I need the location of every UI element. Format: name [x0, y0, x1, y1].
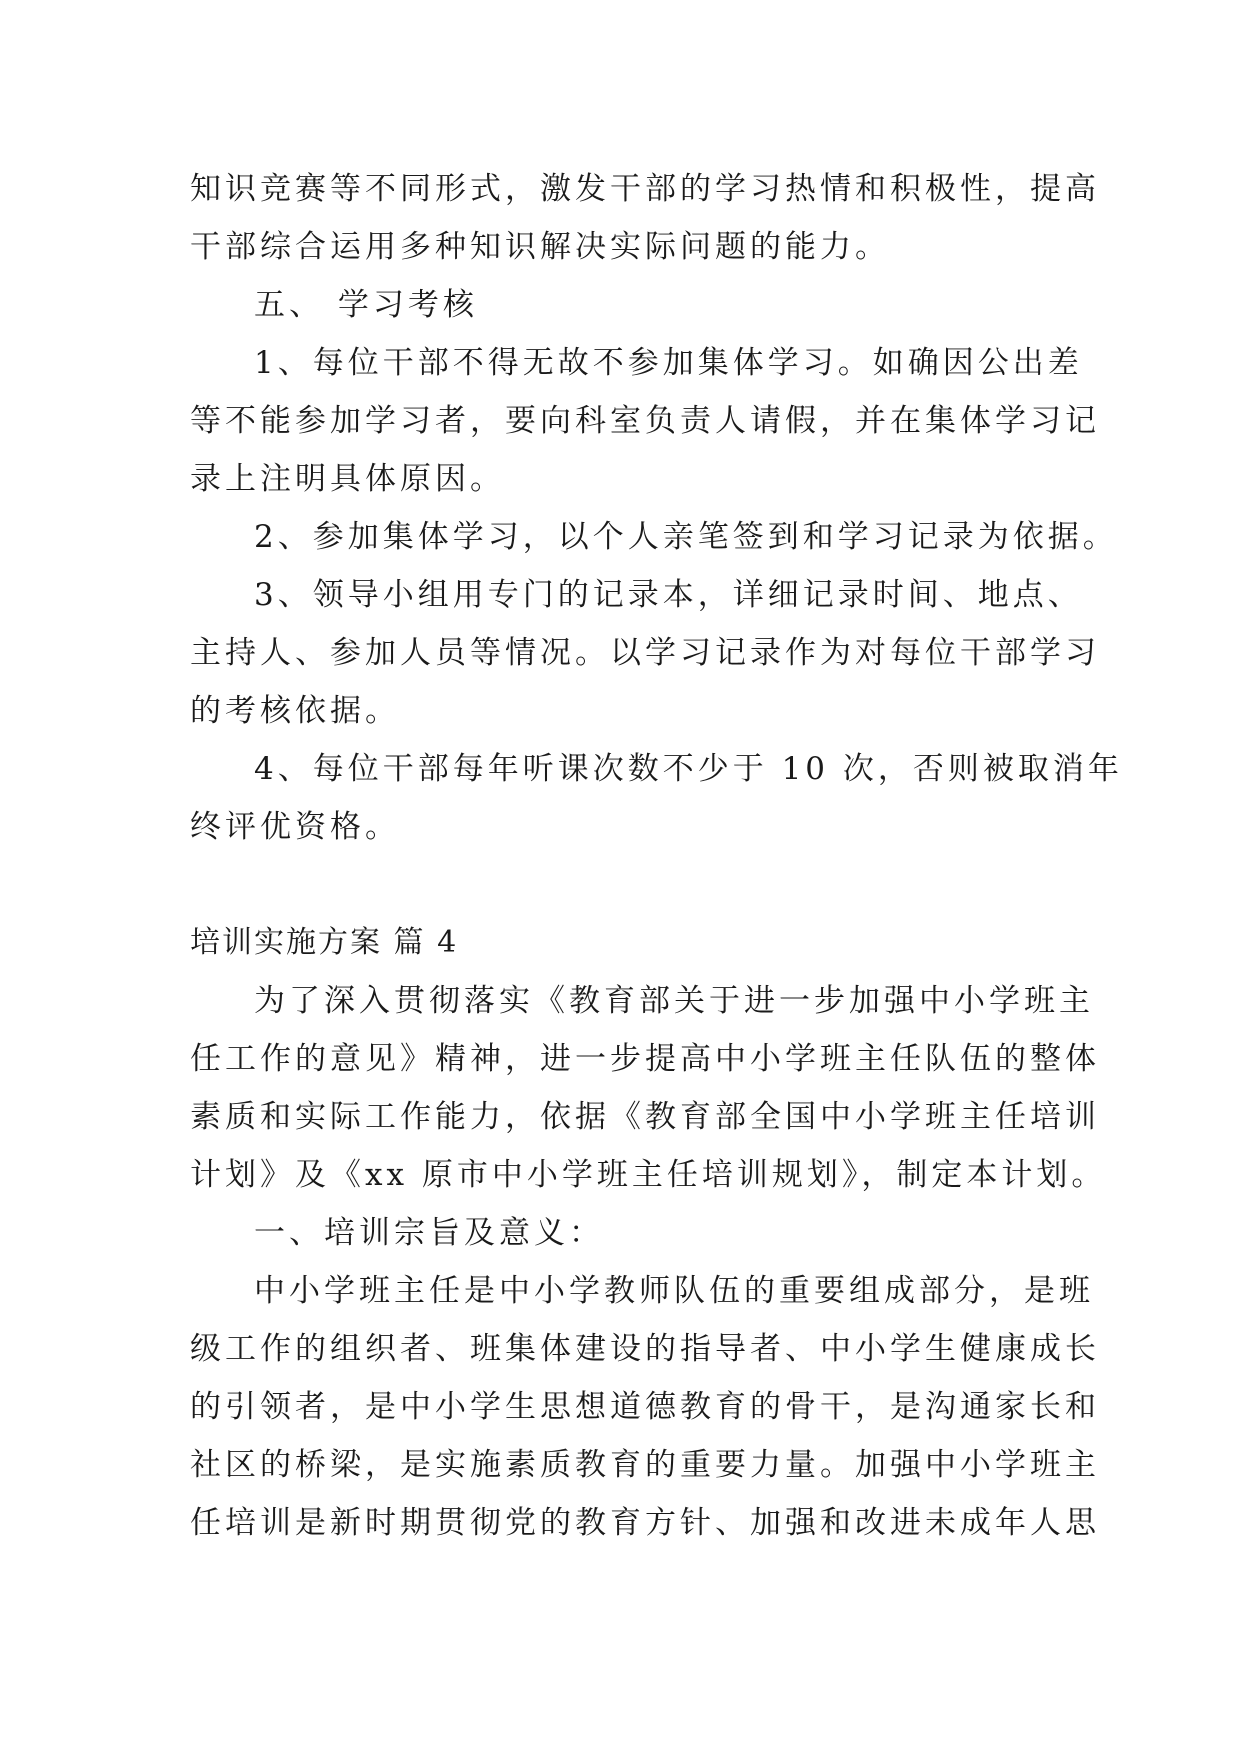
- paragraph-line: 计划》及《xx 原市中小学班主任培训规划》，制定本计划。: [190, 1157, 1107, 1193]
- paragraph-line: 为了深入贯彻落实《教育部关于进一步加强中小学班主: [254, 983, 1094, 1019]
- section-heading: 五、 学习考核: [254, 287, 478, 323]
- list-item-line: 1、每位干部不得无故不参加集体学习。如确因公出差: [254, 345, 1083, 381]
- list-item-line: 的考核依据。: [190, 693, 400, 729]
- paragraph-line: 素质和实际工作能力，依据《教育部全国中小学班主任培训: [190, 1099, 1100, 1135]
- list-item-line: 终评优资格。: [190, 809, 400, 845]
- list-item-line: 主持人、参加人员等情况。以学习记录作为对每位干部学习: [190, 635, 1100, 671]
- document-title: 培训实施方案 篇 4: [190, 925, 459, 960]
- section-spacer: [190, 856, 1060, 914]
- paragraph-line: 任工作的意见》精神，进一步提高中小学班主任队伍的整体: [190, 1041, 1100, 1077]
- paragraph-line: 的引领者，是中小学生思想道德教育的骨干，是沟通家长和: [190, 1389, 1100, 1425]
- paragraph-line: 干部综合运用多种知识解决实际问题的能力。: [190, 229, 890, 265]
- paragraph-line: 中小学班主任是中小学教师队伍的重要组成部分，是班: [254, 1273, 1094, 1309]
- paragraph-line: 知识竞赛等不同形式，激发干部的学习热情和积极性，提高: [190, 171, 1100, 207]
- list-item-line: 录上注明具体原因。: [190, 461, 505, 497]
- list-item-line: 2、参加集体学习，以个人亲笔签到和学习记录为依据。: [254, 519, 1118, 555]
- document-page: [190, 160, 1123, 1552]
- list-item-line: 等不能参加学习者，要向科室负责人请假，并在集体学习记: [190, 403, 1100, 439]
- paragraph-line: 社区的桥梁，是实施素质教育的重要力量。加强中小学班主: [190, 1447, 1100, 1483]
- list-item-line: 4、每位干部每年听课次数不少于 10 次，否则被取消年: [254, 751, 1123, 787]
- paragraph-line: 任培训是新时期贯彻党的教育方针、加强和改进未成年人思: [190, 1505, 1100, 1541]
- section-heading: 一、培训宗旨及意义：: [254, 1215, 604, 1251]
- paragraph-line: 级工作的组织者、班集体建设的指导者、中小学生健康成长: [190, 1331, 1100, 1367]
- list-item-line: 3、领导小组用专门的记录本，详细记录时间、地点、: [254, 577, 1083, 613]
